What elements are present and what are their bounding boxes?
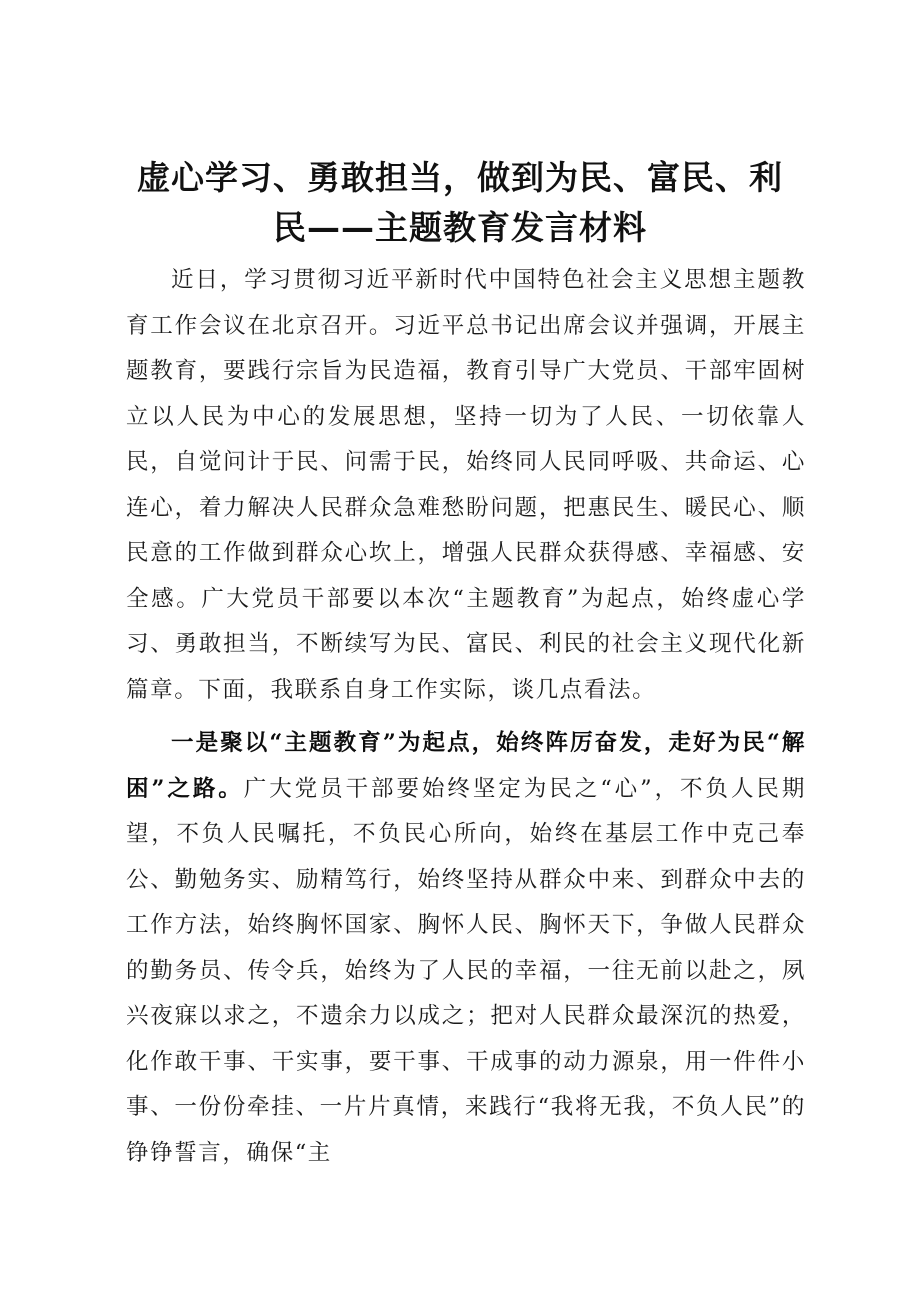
title-line-1: 虚心学习、勇敢担当，做到为民、富民、利	[137, 158, 783, 197]
document-body	[126, 258, 806, 1176]
paragraph-point-one	[126, 721, 806, 1176]
paragraph-point-one-text: 广大党员干部要始终坚定为民之“心”，不负人民期望，不负人民嘱托，不负民心所向，始终在基层工作中克己奉公、勤勉务实、励精笃行，始终坚持从群众中来、到群众中去的工作方法，始终胸怀国家、胸怀人民、胸怀天下，争做人民群众的勤务员、传令兵，始终为了人民的幸福，一往无前以赴之，夙兴夜寐以求之，不遗余力以成之；把对人民群众最深沉的热爱，化作敢干事、干实事，要干事、干成事的动力源泉，用一件件小事、一份份牵挂、一片片真情，来践行“我将无我，不负人民”的铮铮誓言，确保“主	[126, 775, 806, 1166]
document-title	[100, 153, 820, 253]
paragraph-point-one-heading: 一是聚以“主题教育”为起点，始终阵厉奋发，走好为民“解困”之路。	[126, 730, 806, 802]
paragraph-intro: 近日，学习贯彻习近平新时代中国特色社会主义思想主题教育工作会议在北京召开。习近平总书记出席会议并强调，开展主题教育，要践行宗旨为民造福，教育引导广大党员、干部牢固树立以人民为中心的发展思想，坚持一切为了人民、一切依靠人民，自觉问计于民、问需于民，始终同人民同呼吸、共命运、心连心，着力解决人民群众急难愁盼问题，把惠民生、暖民心、顺民意的工作做到群众心坎上，增强人民群众获得感、幸福感、安全感。广大党员干部要以本次“主题教育”为起点，始终虚心学习、勇敢担当，不断续写为民、富民、利民的社会主义现代化新篇章。下面，我联系自身工作实际，谈几点看法。	[126, 267, 806, 703]
title-line-2: 民——主题教育发言材料	[273, 208, 647, 247]
